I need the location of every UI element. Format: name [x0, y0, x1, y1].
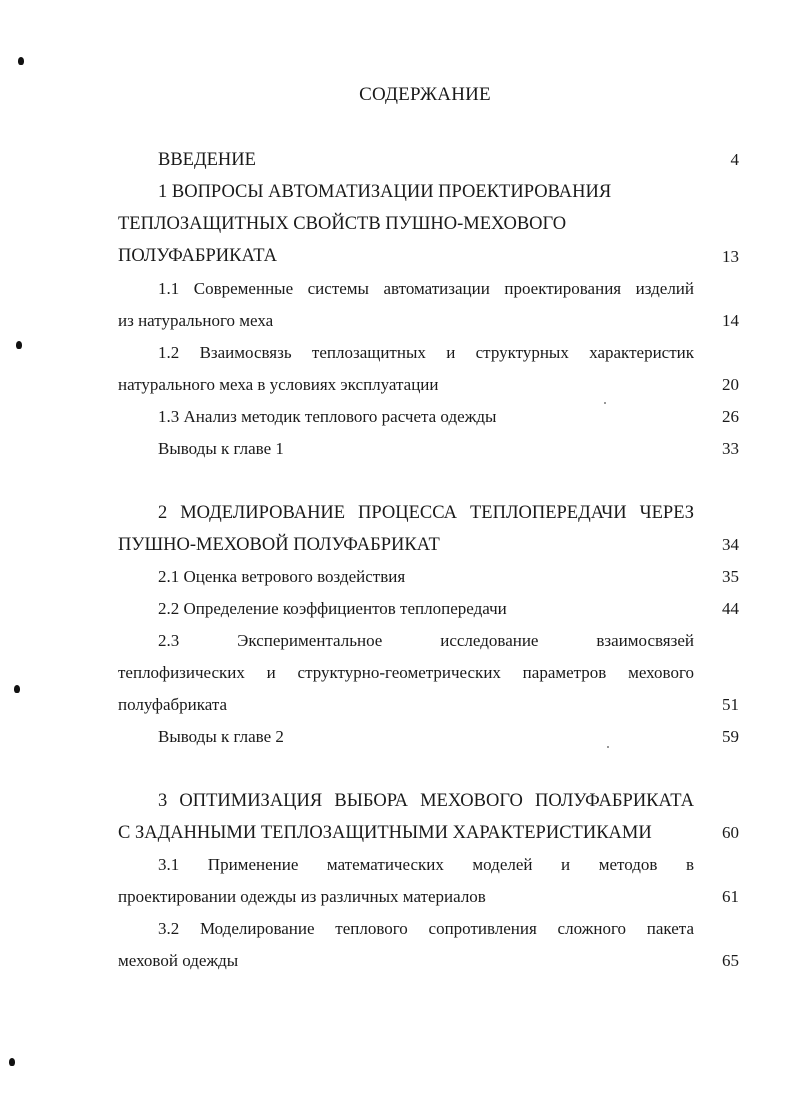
toc-ch3-line1: 3 ОПТИМИЗАЦИЯ ВЫБОРА МЕХОВОГО ПОЛУФАБРИКАТА: [158, 791, 694, 811]
scan-mark: [14, 685, 20, 693]
toc-ch1-line1: 1 ВОПРОСЫ АВТОМАТИЗАЦИИ ПРОЕКТИРОВАНИЯ: [158, 182, 612, 202]
toc-s1-1-line1: 1.1 Современные системы автоматизации проектирования изделий: [158, 279, 694, 298]
toc-s3-2-line1: 3.2 Моделирование теплового сопротивления сложного пакета: [158, 919, 694, 938]
toc-s1-2-line2: натурального меха в условиях эксплуатации: [118, 375, 439, 394]
toc-ch3-page: 60: [722, 823, 739, 842]
toc-conc1: Выводы к главе 1: [158, 439, 284, 458]
toc-conc2-page: 59: [722, 727, 739, 746]
scan-speck: [604, 402, 606, 404]
scan-mark: [9, 1058, 15, 1066]
toc-s2-3-line1: 2.3 Экспериментальное исследование взаимосвязей: [158, 631, 694, 650]
toc-ch2-line2: ПУШНО-МЕХОВОЙ ПОЛУФАБРИКАТ: [118, 535, 440, 555]
toc-intro: ВВЕДЕНИЕ: [158, 150, 256, 170]
toc-s3-1-line1: 3.1 Применение математических моделей и методов в: [158, 855, 694, 874]
toc-s2-3-page: 51: [722, 695, 739, 714]
toc-ch1-line3: ПОЛУФАБРИКАТА: [118, 246, 277, 266]
toc-intro-page: 4: [730, 150, 739, 169]
toc-s2-2: 2.2 Определение коэффициентов теплопередачи: [158, 599, 507, 618]
toc-s3-1-page: 61: [722, 887, 739, 906]
toc-s3-1-line2: проектировании одежды из различных материалов: [118, 887, 486, 906]
toc-s2-1-page: 35: [722, 567, 739, 586]
scan-mark: [16, 341, 22, 349]
toc-s1-1-line2: из натурального меха: [118, 311, 274, 330]
toc-ch2-page: 34: [722, 535, 739, 554]
toc-s1-3-page: 26: [722, 407, 739, 426]
toc-s2-3-line2: теплофизических и структурно-геометрических параметров мехового: [118, 663, 694, 682]
toc-conc2: Выводы к главе 2: [158, 727, 284, 746]
toc-ch2-line1: 2 МОДЕЛИРОВАНИЕ ПРОЦЕССА ТЕПЛОПЕРЕДАЧИ ЧЕРЕЗ: [158, 503, 694, 523]
toc-s1-2-line1: 1.2 Взаимосвязь теплозащитных и структурных характеристик: [158, 343, 694, 362]
toc-s3-2-page: 65: [722, 951, 739, 970]
toc-ch1-line2: ТЕПЛОЗАЩИТНЫХ СВОЙСТВ ПУШНО-МЕХОВОГО: [118, 214, 567, 234]
page-title: СОДЕРЖАНИЕ: [359, 84, 491, 105]
toc-s2-3-line3: полуфабриката: [118, 695, 228, 714]
toc-conc1-page: 33: [722, 439, 739, 458]
scan-mark: [18, 57, 24, 65]
toc-s2-2-page: 44: [722, 599, 739, 618]
toc-ch3-line2: С ЗАДАННЫМИ ТЕПЛОЗАЩИТНЫМИ ХАРАКТЕРИСТИКАМИ: [118, 823, 652, 843]
toc-s1-1-page: 14: [722, 311, 739, 330]
toc-ch1-page: 13: [722, 247, 739, 266]
toc-s1-2-page: 20: [722, 375, 739, 394]
toc-s1-3: 1.3 Анализ методик теплового расчета одежды: [158, 407, 497, 426]
toc-s3-2-line2: меховой одежды: [118, 951, 239, 970]
toc-s2-1: 2.1 Оценка ветрового воздействия: [158, 567, 406, 586]
